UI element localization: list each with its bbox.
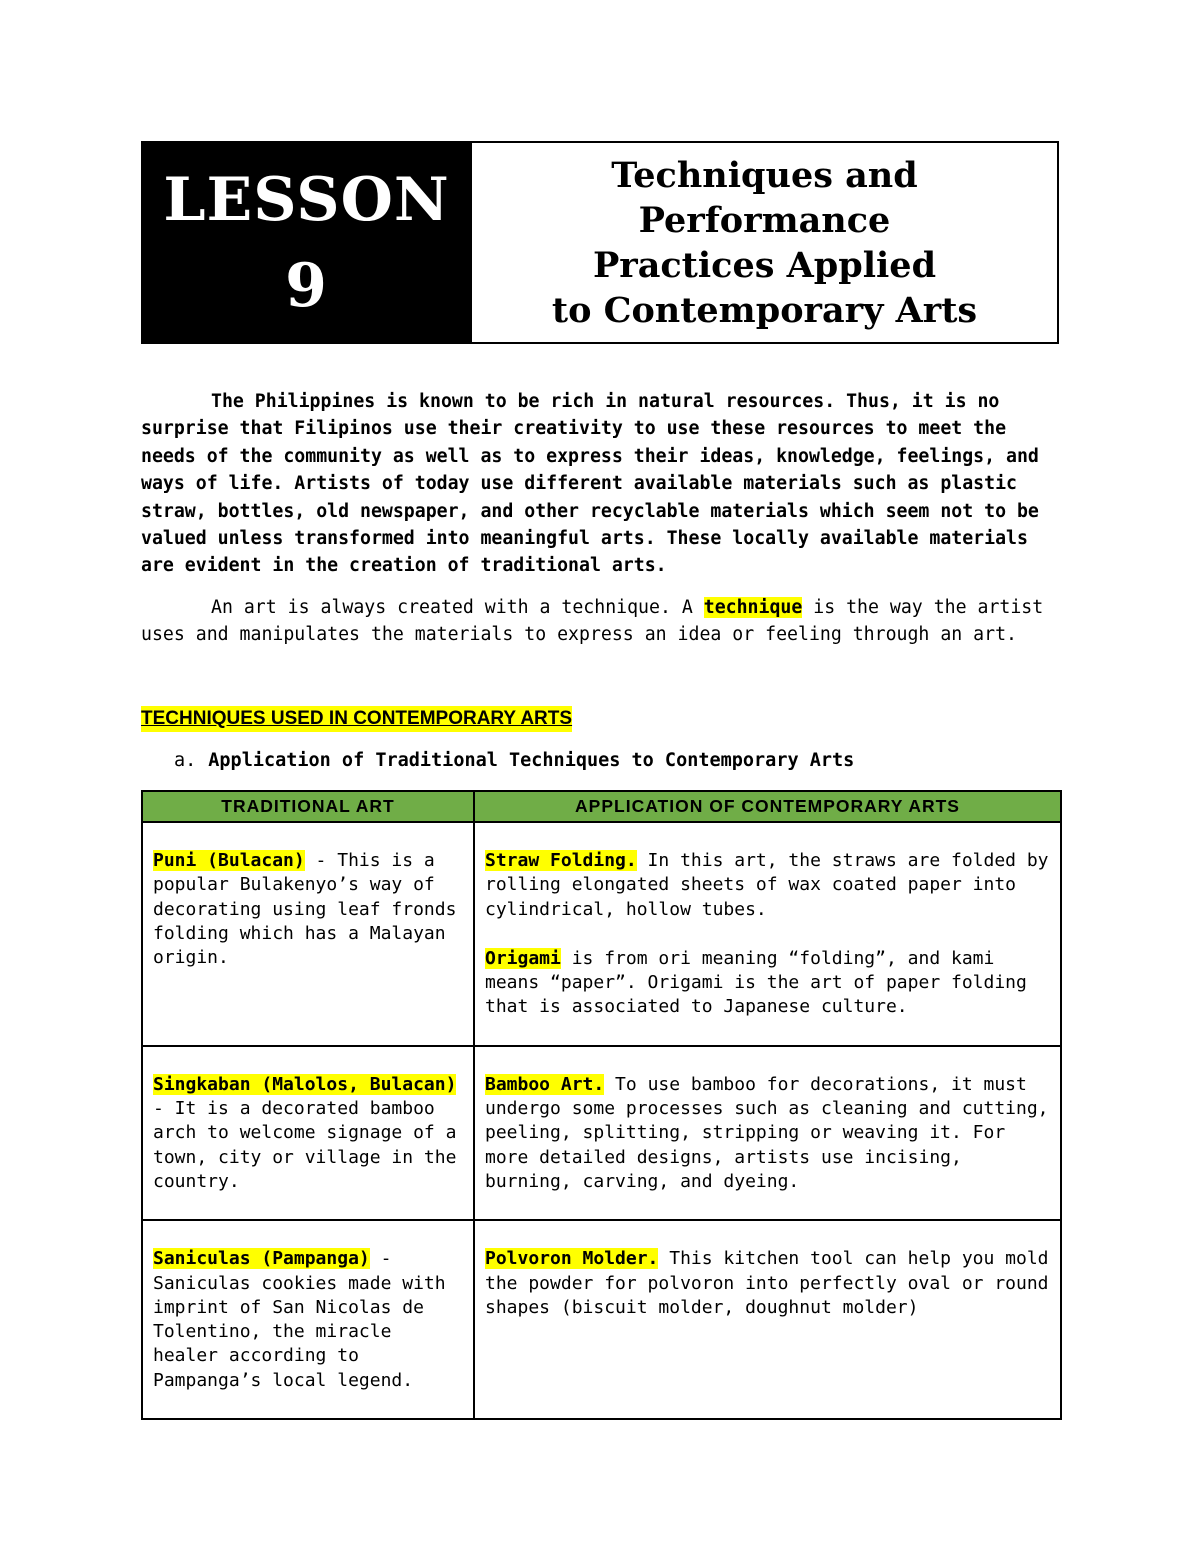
title-line-3: Practices Applied — [592, 244, 937, 286]
traditional-label: Singkaban (Malolos, Bulacan) — [153, 1073, 457, 1095]
header-contemporary-application: APPLICATION OF CONTEMPORARY ARTS — [474, 791, 1061, 822]
technique-paragraph — [141, 594, 1061, 649]
intro-paragraph: The Philippines is known to be rich in natural resources. Thus, it is no surprise that Filipinos use their creativity to use these resources to meet the needs of the community as well as to express their ideas, knowledge, feelings, and ways of life. Artists of today use different available materials such as plastic straw, bottles, old newspaper, and other recyclable materials which seem not to be valued unless transformed into meaningful arts. These locally available materials are evident in the creation of traditional arts. — [141, 391, 1039, 577]
table-row — [142, 1046, 1061, 1220]
table-header-row — [142, 791, 1061, 822]
contemporary-text: To use bamboo for decorations, it must undergo some processes such as cleaning and cutting, peeling, splitting, stripping or weaving it. For more detailed designs, artists use incising, burning, carving, and dyeing. — [485, 1073, 1049, 1192]
technique-highlight: technique — [703, 597, 803, 618]
traditional-cell — [142, 1046, 474, 1220]
contemporary-cell — [474, 1220, 1061, 1419]
traditional-text: - Saniculas cookies made with imprint of San Nicolas de Tolentino, the miracle healer according to Pampanga’s local legend. — [153, 1248, 446, 1391]
contemporary-label: Polvoron Molder. — [485, 1248, 659, 1270]
subheading-marker: a. — [174, 750, 197, 771]
technique-text-before: An art is always created with a technique. A — [211, 597, 704, 618]
subheading — [174, 748, 854, 774]
lesson-label: LESSON — [163, 164, 450, 235]
traditional-cell — [142, 822, 474, 1046]
technique-text-after: is the way the artist uses and manipulates the materials to express an idea or feeling through an art. — [141, 597, 1044, 646]
techniques-table — [141, 790, 1062, 1420]
traditional-text: - It is a decorated bamboo arch to welcome signage of a town, city or village in the country. — [153, 1098, 457, 1192]
contemporary-cell — [474, 1046, 1061, 1220]
traditional-cell — [142, 1220, 474, 1419]
lesson-title-box — [472, 141, 1059, 344]
table-row — [142, 1220, 1061, 1419]
contemporary-label: Straw Folding. — [485, 850, 637, 871]
contemporary-text: This kitchen tool can help you mold the powder for polvoron into perfectly oval or round shapes (biscuit molder, doughnut molder) — [485, 1248, 1049, 1318]
title-line-4: to Contemporary Arts — [551, 289, 978, 331]
traditional-label: Puni (Bulacan) — [153, 850, 305, 871]
contemporary-cell — [474, 822, 1061, 1046]
traditional-text: - This is a popular Bulakenyo’s way of decorating using leaf fronds folding which has a Malayan origin. — [153, 850, 457, 969]
lesson-number-box — [141, 141, 472, 344]
title-line-1: Techniques and — [611, 154, 918, 196]
intro-section — [141, 388, 1061, 580]
section-title: TECHNIQUES USED IN CONTEMPORARY ARTS — [141, 706, 572, 732]
title-line-2: Performance — [638, 199, 891, 241]
contemporary-label: Bamboo Art. — [485, 1073, 605, 1095]
contemporary-text: is from ori meaning “folding”, and kami means “paper”. Origami is the art of paper folding that is associated to Japanese culture. — [485, 947, 1027, 1018]
contemporary-text: In this art, the straws are folded by rolling elongated sheets of wax coated paper into cylindrical, hollow tubes. — [485, 850, 1049, 920]
technique-section — [141, 594, 1061, 649]
traditional-label: Saniculas (Pampanga) — [153, 1248, 370, 1270]
header-traditional-art: TRADITIONAL ART — [142, 791, 474, 822]
table-row — [142, 822, 1061, 1046]
lesson-header — [141, 141, 1061, 344]
contemporary-label: Origami — [485, 947, 561, 969]
subheading-text: Application of Traditional Techniques to Contemporary Arts — [208, 750, 855, 771]
lesson-number: 9 — [285, 250, 328, 321]
